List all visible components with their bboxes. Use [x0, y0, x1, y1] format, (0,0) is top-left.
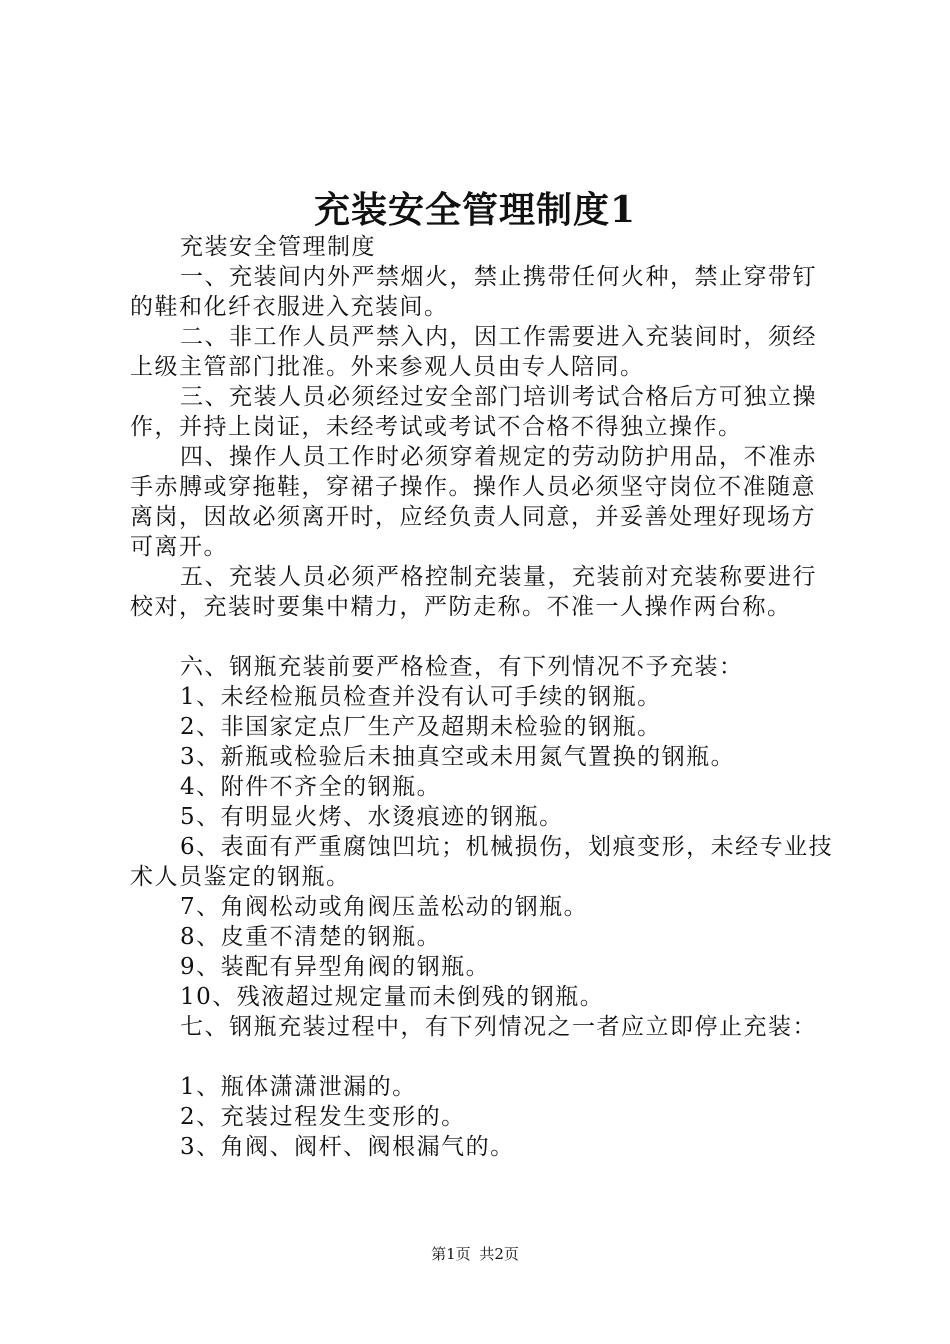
list-item: 2、非国家定点厂生产及超期未检验的钢瓶。 — [180, 714, 662, 740]
blank-line — [130, 1042, 834, 1072]
list-item: 1、未经检瓶员检查并没有认可手续的钢瓶。 — [180, 684, 662, 710]
list-item: 2、充装过程发生变形的。 — [180, 1104, 466, 1130]
document-body — [130, 232, 834, 1162]
document-title: 充装安全管理制度1 — [313, 189, 637, 231]
list-item: 10、残液超过规定量而未倒残的钢瓶。 — [180, 984, 605, 1010]
list-item: 6、表面有严重腐蚀凹坑；机械损伤，划痕变形，未经专业技术人员鉴定的钢瓶。 — [130, 834, 834, 890]
paragraph: 一、充装间内外严禁烟火，禁止携带任何火种，禁止穿带钉的鞋和化纤衣服进入充装间。 — [130, 264, 817, 320]
page-total: 共2页 — [479, 1245, 519, 1263]
paragraph: 四、操作人员工作时必须穿着规定的劳动防护用品，不准赤手赤膊或穿拖鞋，穿裙子操作。操作人员必须坚守岗位不准随意离岗，因故必须离开时，应经负责人同意，并妥善处理好现场方可离开。 — [130, 444, 817, 560]
list-item: 5、有明显火烤、水烫痕迹的钢瓶。 — [180, 804, 564, 830]
list-item: 4、附件不齐全的钢瓶。 — [180, 774, 442, 800]
page-footer — [0, 1242, 950, 1266]
paragraph: 充装安全管理制度 — [180, 234, 376, 260]
page-number: 第1页 — [431, 1245, 471, 1263]
paragraph: 五、充装人员必须严格控制充装量，充装前对充装称要进行校对，充装时要集中精力，严防走称。不准一人操作两台称。 — [130, 564, 817, 620]
list-item: 9、装配有异型角阀的钢瓶。 — [180, 954, 491, 980]
paragraph: 三、充装人员必须经过安全部门培训考试合格后方可独立操作，并持上岗证，未经考试或考试不合格不得独立操作。 — [130, 384, 817, 440]
list-item: 3、角阀、阀杆、阀根漏气的。 — [180, 1134, 515, 1160]
blank-line — [130, 622, 834, 652]
list-item: 8、皮重不清楚的钢瓶。 — [180, 924, 442, 950]
list-item: 1、瓶体潇潇泄漏的。 — [180, 1074, 417, 1100]
paragraph: 二、非工作人员严禁入内，因工作需要进入充装间时，须经上级主管部门批准。外来参观人员由专人陪同。 — [130, 324, 817, 380]
paragraph: 七、钢瓶充装过程中，有下列情况之一者应立即停止充装： — [180, 1014, 817, 1040]
list-item: 7、角阀松动或角阀压盖松动的钢瓶。 — [180, 894, 589, 920]
list-item: 3、新瓶或检验后未抽真空或未用氮气置换的钢瓶。 — [180, 744, 736, 770]
paragraph: 六、钢瓶充装前要严格检查，有下列情况不予充装： — [180, 654, 744, 680]
